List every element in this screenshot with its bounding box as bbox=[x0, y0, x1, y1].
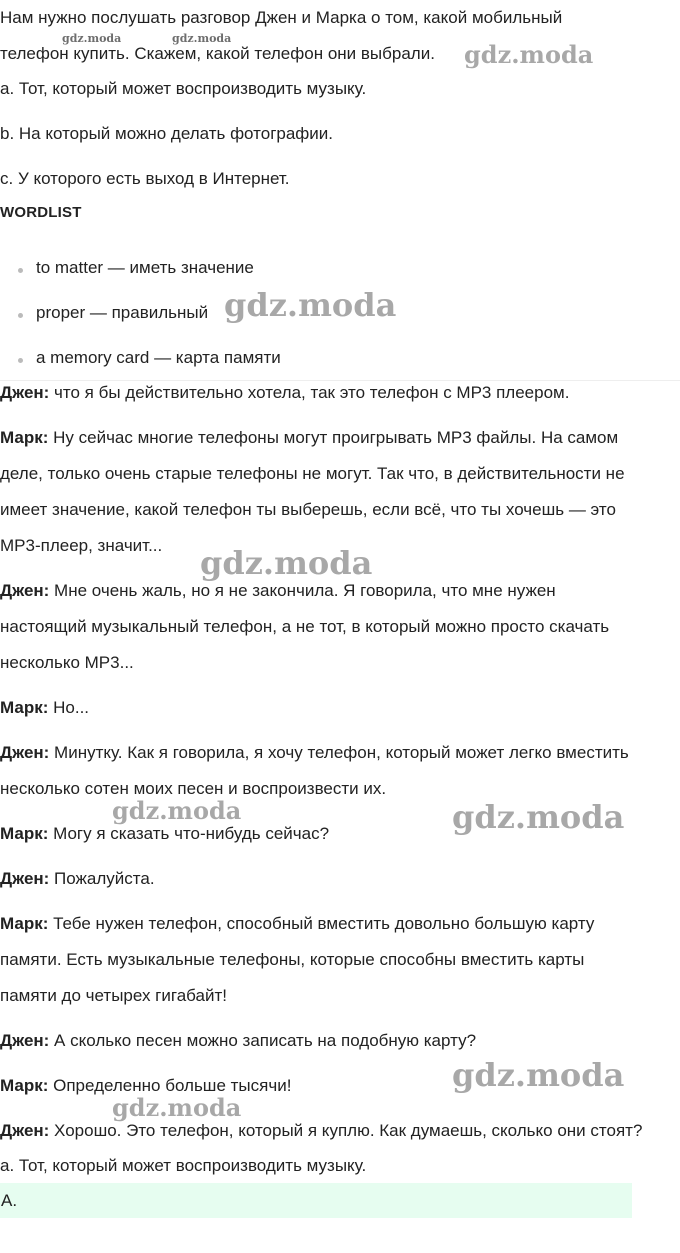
dialogue-line: памяти до четырех гигабайт! bbox=[0, 986, 227, 1005]
watermark-logo: gdz.moda bbox=[62, 32, 122, 45]
speaker: Марк: bbox=[0, 824, 49, 843]
intro-line-1: Нам нужно послушать разговор Джен и Марка о том, какой мобильный bbox=[0, 8, 563, 27]
dialogue-line: Джен: Пожалуйста. bbox=[0, 869, 155, 888]
watermark-logo: gdz.moda bbox=[224, 286, 397, 324]
speaker: Джен: bbox=[0, 1031, 50, 1050]
dialogue-line: Марк: Могу я сказать что-нибудь сейчас? bbox=[0, 824, 330, 843]
watermark-logo: gdz.moda bbox=[452, 798, 625, 836]
speaker: Джен: bbox=[0, 743, 50, 762]
dialogue-line: несколько MP3... bbox=[0, 653, 134, 672]
answer-line: a. Тот, который может воспроизводить музыку. bbox=[0, 1156, 367, 1175]
speaker: Джен: bbox=[0, 581, 50, 600]
wordlist-title: WORDLIST bbox=[0, 204, 82, 221]
dialogue-line: несколько сотен моих песен и воспроизвести их. bbox=[0, 779, 387, 798]
watermark-logo: gdz.moda bbox=[452, 1056, 625, 1094]
dialogue-line: Джен: Минутку. Как я говорила, я хочу телефон, который может легко вместить bbox=[0, 743, 629, 762]
speaker: Марк: bbox=[0, 1076, 49, 1095]
dialogue-line: Джен: Хорошо. Это телефон, который я куплю. Как думаешь, сколько они стоят? bbox=[0, 1121, 643, 1140]
dialogue-line: памяти. Есть музыкальные телефоны, которые способны вместить карты bbox=[0, 950, 585, 969]
bullet-icon bbox=[18, 358, 23, 363]
speaker: Джен: bbox=[0, 869, 50, 888]
dialogue-line: Джен: Мне очень жаль, но я не закончила. Я говорила, что мне нужен bbox=[0, 581, 556, 600]
speaker: Марк: bbox=[0, 698, 49, 717]
bullet-icon bbox=[18, 268, 23, 273]
dialogue-line: деле, только очень старые телефоны не могут. Так что, в действительности не bbox=[0, 464, 625, 483]
option-b: b. На который можно делать фотографии. bbox=[0, 124, 334, 143]
dialogue-line: Марк: Определенно больше тысячи! bbox=[0, 1076, 292, 1095]
dialogue-line: MP3-плеер, значит... bbox=[0, 536, 163, 555]
speaker: Марк: bbox=[0, 428, 49, 447]
watermark-logo: gdz.moda bbox=[172, 32, 232, 45]
wordlist-item: proper — правильный bbox=[36, 303, 209, 322]
dialogue-line: Марк: Ну сейчас многие телефоны могут проигрывать MP3 файлы. На самом bbox=[0, 428, 619, 447]
dialogue-line: Марк: Но... bbox=[0, 698, 90, 717]
wordlist-item: to matter — иметь значение bbox=[36, 258, 254, 277]
intro-line-2: телефон купить. Скажем, какой телефон они выбрали. bbox=[0, 44, 435, 63]
watermark-logo: gdz.moda bbox=[464, 40, 594, 69]
watermark-logo: gdz.moda bbox=[112, 796, 242, 825]
speaker: Джен: bbox=[0, 1121, 50, 1140]
dialogue-line: Марк: Тебе нужен телефон, способный вместить довольно большую карту bbox=[0, 914, 595, 933]
dialogue-line: настоящий музыкальный телефон, а не тот, в который можно просто скачать bbox=[0, 617, 610, 636]
divider bbox=[0, 380, 680, 381]
watermark-logo: gdz.moda bbox=[112, 1093, 242, 1122]
speaker: Джен: bbox=[0, 383, 50, 402]
dialogue-line: Джен: А сколько песен можно записать на подобную карту? bbox=[0, 1031, 477, 1050]
bullet-icon bbox=[18, 313, 23, 318]
answer-text: A. bbox=[1, 1191, 18, 1210]
speaker: Марк: bbox=[0, 914, 49, 933]
dialogue-line: Джен: что я бы действительно хотела, так это телефон с MP3 плеером. bbox=[0, 383, 570, 402]
option-c: c. У которого есть выход в Интернет. bbox=[0, 169, 290, 188]
wordlist-item: a memory card — карта памяти bbox=[36, 348, 281, 367]
dialogue-line: имеет значение, какой телефон ты выберешь, если всё, что ты хочешь — это bbox=[0, 500, 616, 519]
watermark-logo: gdz.moda bbox=[200, 544, 373, 582]
option-a: a. Тот, который может воспроизводить музыку. bbox=[0, 79, 367, 98]
answer-box bbox=[0, 1183, 632, 1218]
